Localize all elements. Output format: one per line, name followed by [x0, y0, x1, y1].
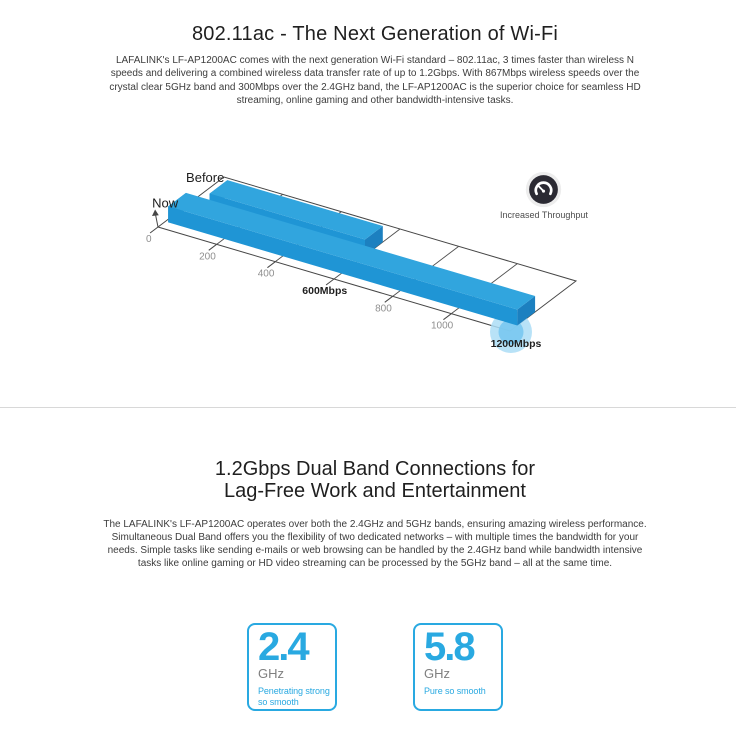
band-unit: GHz: [424, 666, 450, 681]
band-card-2-4ghz: [247, 623, 337, 711]
dual-band-title: [0, 459, 750, 502]
svg-text:200: 200: [199, 251, 216, 263]
svg-text:1200Mbps: 1200Mbps: [490, 338, 542, 350]
svg-text:800: 800: [375, 303, 392, 315]
band-unit: GHz: [258, 666, 284, 681]
svg-text:400: 400: [257, 268, 275, 280]
svg-text:Now: Now: [152, 195, 179, 211]
section-ac-title: 802.11ac - The Next Generation of Wi-Fi: [191, 23, 559, 45]
band-card-5-8ghz: [413, 623, 503, 711]
svg-text:1000: 1000: [430, 320, 454, 332]
speedometer-icon: [525, 171, 562, 208]
increased-throughput-label: Increased Throughput: [500, 210, 588, 220]
band-cards: [0, 623, 750, 711]
section-divider: [0, 407, 736, 408]
dual-band-description: The LAFALINK's LF-AP1200AC operates over both the 2.4GHz and 5GHz bands, ensuring amazing wireless performance. Simultaneous Dual Band offers you the flexibility of two dedicated networks – with multiple times the bandwidth for your needs. Simple tasks like sending e-mails or web browsing can be handled by the 2.4GHz band while bandwidth intensive tasks like online gaming or HD video streaming can be processed by the 5GHz band – all at the same time.: [103, 519, 647, 569]
section-ac-description: LAFALINK's LF-AP1200AC comes with the next generation Wi-Fi standard – 802.11ac, 3 times faster than wireless N speeds and delivering a combined wireless data transfer rate of up to 1.2Gbps. With 867Mbps wireless speeds over the crystal clear 5GHz band and 300Mbps over the 2.4GHz band, the LF-AP1200AC is the superior choice for seamless HD streaming, online gaming and other bandwidth-intensive tasks.: [109, 55, 641, 107]
throughput-chart: [0, 148, 750, 363]
band-tagline: Penetrating strong so smooth: [258, 686, 330, 707]
dual-band-title-line2: Lag-Free Work and Entertainment: [223, 479, 526, 502]
svg-text:0: 0: [145, 234, 152, 245]
increased-throughput-badge: [500, 171, 586, 220]
dual-band-title-line1: 1.2Gbps Dual Band Connections for: [214, 458, 536, 480]
svg-text:Before: Before: [186, 170, 225, 186]
band-tagline: Pure so smooth: [424, 686, 486, 696]
svg-text:600Mbps: 600Mbps: [302, 285, 348, 297]
band-frequency: 5.8: [424, 625, 474, 669]
band-frequency: 2.4: [258, 625, 308, 669]
